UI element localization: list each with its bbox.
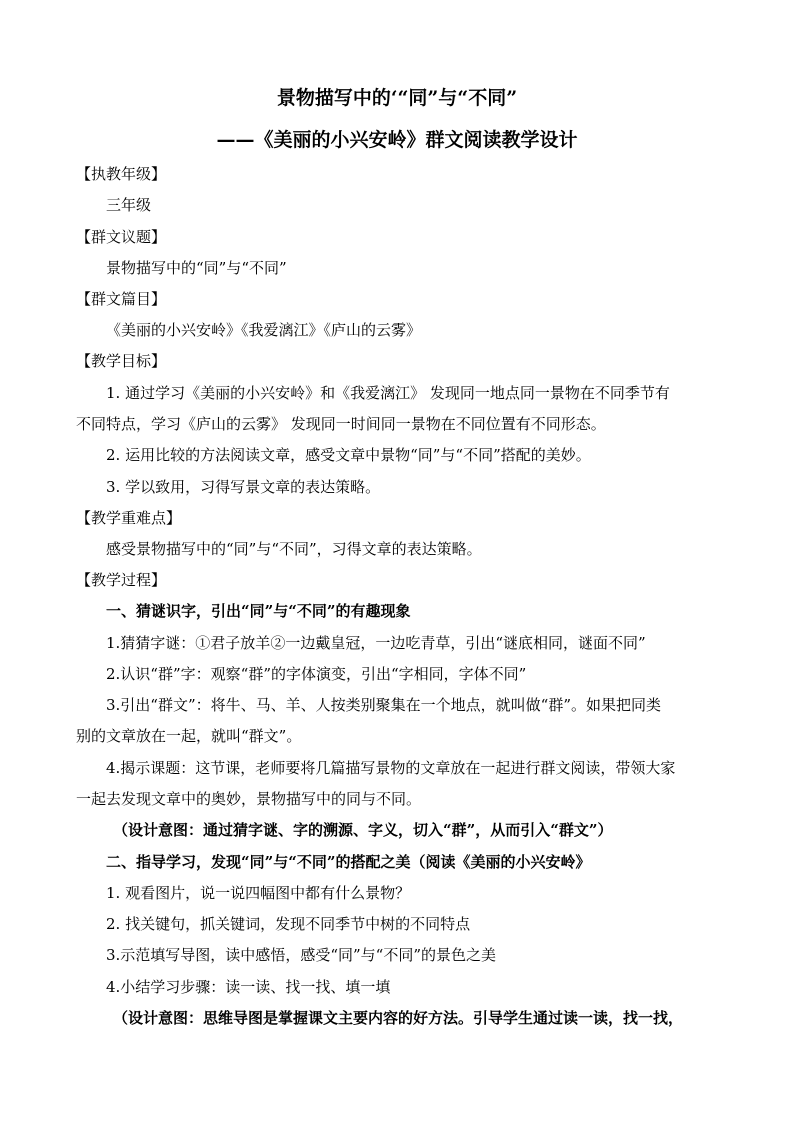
s1-item-1: 1.猜猜字谜：①君子放羊②一边戴皇冠，一边吃青草，引出“谜底相同，谜面不同”	[106, 634, 646, 652]
goal-1-line-1: 1. 通过学习《美丽的小兴安岭》和《我爱漓江》 发现同一地点同一景物在不同季节有	[106, 384, 670, 402]
section-2-title: 二、指导学习，发现“同”与“不同”的搭配之美（阅读《美丽的小兴安岭》	[106, 853, 591, 871]
key-text: 感受景物描写中的“同”与“不同”，习得文章的表达策略。	[106, 540, 482, 558]
s1-item-3-line-2: 别的文章放在一起，就叫“群文”。	[76, 727, 302, 745]
process-heading: 【教学过程】	[76, 571, 167, 589]
topic-heading: 【群文议题】	[76, 228, 167, 246]
s2-design-intent: （设计意图：思维导图是掌握课文主要内容的好方法。引导学生通过读一读，找一找，	[113, 1009, 684, 1027]
s2-item-2: 2. 找关键句，抓关键词，发现不同季节中树的不同特点	[106, 915, 471, 933]
goal-1-line-2: 不同特点，学习《庐山的云雾》 发现同一时间同一景物在不同位置有不同形态。	[76, 415, 606, 433]
grade-heading: 【执教年级】	[76, 165, 167, 183]
s1-item-4-line-2: 一起去发现文章中的奥妙，景物描写中的同与不同。	[76, 790, 422, 808]
section-1-title: 一、猜谜识字，引出“同”与“不同”的有趣现象	[106, 602, 411, 620]
document-title: 景物描写中的‘“同”与“不同”	[276, 87, 518, 109]
s1-item-2: 2.认识“群”字：观察“群”的字体演变，引出“字相同，字体不同”	[106, 665, 527, 683]
s1-design-intent: （设计意图：通过猜字谜、字的溯源、字义，切入“群”，从而引入“群文”）	[113, 821, 613, 839]
goals-heading: 【教学目标】	[76, 352, 167, 370]
texts-heading: 【群文篇目】	[76, 290, 167, 308]
s1-item-3-line-1: 3.引出“群文”：将牛、马、羊、人按类别聚集在一个地点，就叫做“群”。如果把同类	[106, 696, 661, 714]
s1-item-4-line-1: 4.揭示课题：这节课，老师要将几篇描写景物的文章放在一起进行群文阅读，带领大家	[106, 759, 676, 777]
s2-item-3: 3.示范填写导图，读中感悟，感受“同”与“不同”的景色之美	[106, 946, 496, 964]
document-subtitle: ——《美丽的小兴安岭》群文阅读教学设计	[216, 129, 578, 151]
goal-2: 2. 运用比较的方法阅读文章，感受文章中景物“同”与“不同”搭配的美妙。	[106, 446, 591, 464]
grade-text: 三年级	[106, 196, 152, 214]
key-heading: 【教学重难点】	[76, 509, 182, 527]
s2-item-1: 1. 观看图片，说一说四幅图中都有什么景物？	[106, 884, 411, 902]
s2-item-4: 4.小结学习步骤：读一读、找一找、填一填	[106, 978, 391, 996]
topic-text: 景物描写中的“同”与“不同”	[106, 259, 287, 277]
goal-3: 3. 学以致用，习得写景文章的表达策略。	[106, 478, 381, 496]
texts-text: 《美丽的小兴安岭》《我爱漓江》《庐山的云雾》	[106, 321, 422, 339]
